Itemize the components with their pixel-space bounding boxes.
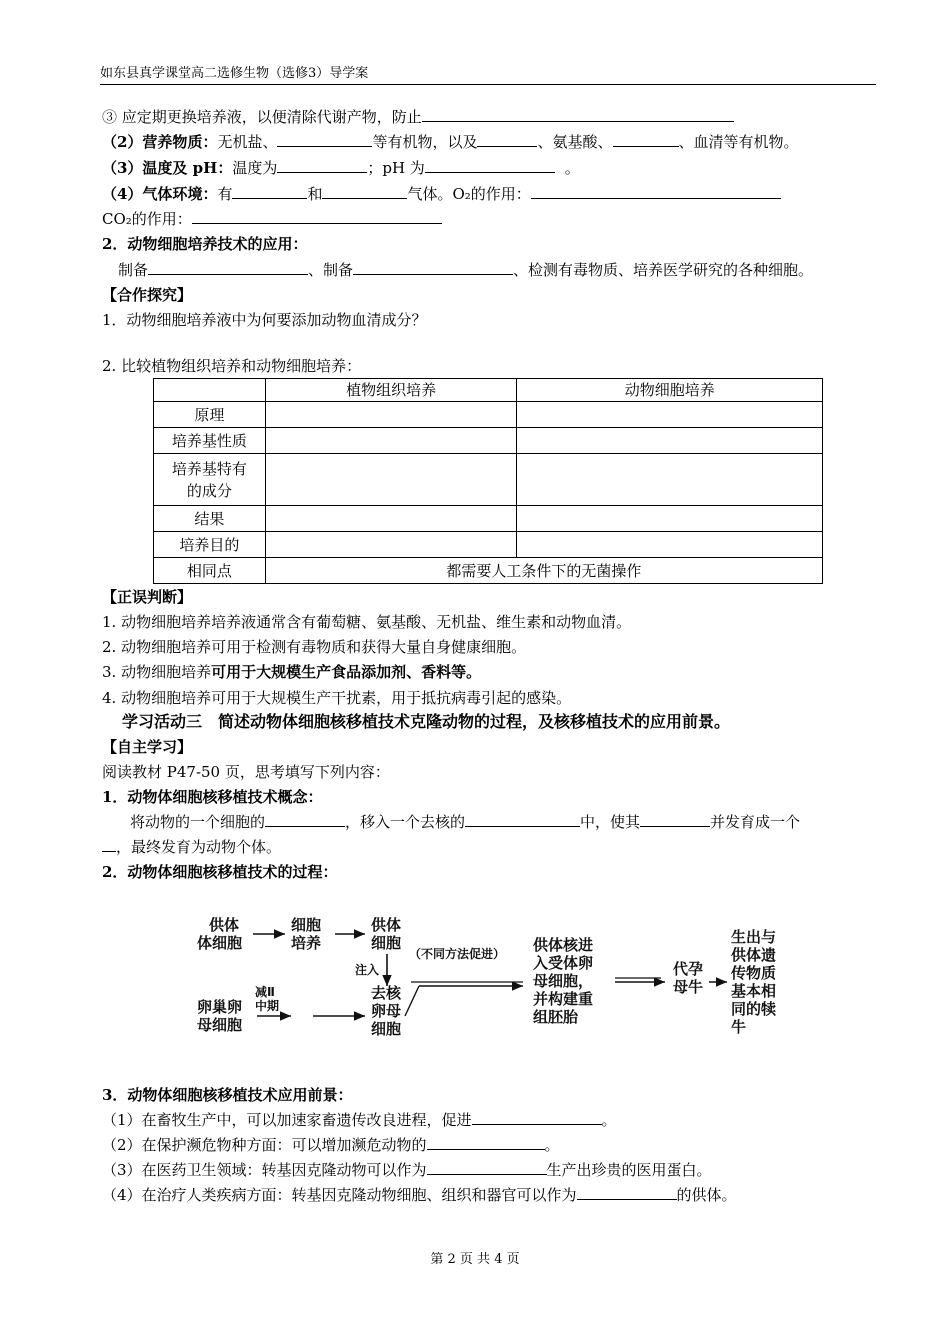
row-label: 相同点 xyxy=(154,558,266,584)
table-header-row xyxy=(154,379,823,402)
table-row xyxy=(154,402,823,428)
prospect-1: （1）在畜牧生产中，可以加速家畜遗传改良进程，促进 。 xyxy=(102,1111,617,1129)
table-row xyxy=(154,428,823,454)
oocyte-label: 卵巢卵 xyxy=(197,998,243,1016)
blank[interactable] xyxy=(148,260,308,275)
table-header-cell: 植物组织培养 xyxy=(265,379,517,402)
blank[interactable] xyxy=(353,260,513,275)
meiosis-label: 减Ⅱ xyxy=(255,985,275,999)
page-footer: 第 2 页 共 4 页 xyxy=(430,1252,520,1267)
surrogate-label: 母牛 xyxy=(673,978,704,996)
application-title: 2．动物细胞培养技术的应用： xyxy=(102,235,308,253)
table-row xyxy=(154,532,823,558)
blank[interactable] xyxy=(472,1110,602,1125)
enucleated-label: 卵母 xyxy=(371,1002,402,1020)
self-study-title: 【自主学习】 xyxy=(102,738,193,756)
blank[interactable] xyxy=(427,1160,547,1175)
blank[interactable] xyxy=(577,1185,677,1200)
concept-line: 将动物的一个细胞的 ，移入一个去核的 中，使其 并发育成一个 xyxy=(130,813,801,831)
blank[interactable] xyxy=(277,158,367,173)
answer-cell[interactable] xyxy=(517,454,823,506)
application-line: 制备 、制备 、检测有毒物质、培养医学研究的各种细胞。 xyxy=(118,261,814,279)
concept-end: ，最终发育为动物个体。 xyxy=(102,837,281,857)
offspring-label: 同的犊 xyxy=(731,1000,777,1018)
judge-item-2: 2. 动物细胞培养可用于检测有毒物质和获得大量自身健康细胞。 xyxy=(102,638,527,656)
blank[interactable] xyxy=(277,132,372,147)
co2-line: CO₂的作用： xyxy=(102,209,442,229)
row-label: 结果 xyxy=(154,506,266,532)
table-header-cell xyxy=(154,379,266,402)
offspring-label: 生出与 xyxy=(731,928,777,946)
blank[interactable] xyxy=(477,132,537,147)
embryo-label: 入受体卵 xyxy=(533,954,594,972)
answer-cell[interactable] xyxy=(517,506,823,532)
enucleated-label: 去核 xyxy=(371,984,402,1002)
offspring-label: 基本相 xyxy=(731,982,777,1000)
process-title: 2．动物体细胞核移植技术的过程： xyxy=(102,863,338,881)
judge-title: 【正误判断】 xyxy=(102,588,193,606)
offspring-label: 供体遗 xyxy=(731,946,777,964)
blank[interactable] xyxy=(427,1135,545,1150)
cooperate-q2: 2. 比较植物组织培养和动物细胞培养： xyxy=(102,357,362,375)
meiosis-label: 中期 xyxy=(255,999,280,1013)
enucleated-label: 细胞 xyxy=(371,1020,402,1038)
blank[interactable] xyxy=(322,184,407,199)
judge-item-3: 3. 动物细胞培养可用于大规模生产食品添加剂、香料等。 xyxy=(102,663,482,681)
answer-cell[interactable] xyxy=(517,402,823,428)
table-row xyxy=(154,454,823,506)
cooperate-title: 【合作探究】 xyxy=(102,286,193,304)
temp-ph-line: （3）温度及 pH：温度为 ；pH 为 。 xyxy=(102,159,580,177)
connector-line xyxy=(405,986,419,1016)
answer-cell[interactable] xyxy=(265,428,517,454)
embryo-label: 并构建重 xyxy=(533,990,594,1008)
blank[interactable] xyxy=(613,132,679,147)
blank[interactable] xyxy=(422,107,734,122)
answer-cell[interactable] xyxy=(517,532,823,558)
table-header-cell: 动物细胞培养 xyxy=(517,379,823,402)
offspring-label: 传物质 xyxy=(731,964,777,982)
nutrients-line: （2）营养物质：无机盐、 等有机物，以及 、氨基酸、 、血清等有机物。 xyxy=(102,133,799,151)
culture-label: 细胞 xyxy=(291,916,322,934)
embryo-label: 母细胞， xyxy=(533,972,594,990)
gas-line: （4）气体环境：有 和 气体。O₂的作用： xyxy=(102,184,781,204)
embryo-label: 组胚胎 xyxy=(533,1008,579,1026)
judge-item-1: 1. 动物细胞培养培养液通常含有葡萄糖、氨基酸、无机盐、维生素和动物血清。 xyxy=(102,613,632,631)
blank[interactable] xyxy=(102,837,116,852)
prospect-3: （3）在医药卫生领域：转基因克隆动物可以作为 生产出珍贵的医用蛋白。 xyxy=(102,1161,712,1179)
row-label: 培养基特有 的成分 xyxy=(154,454,266,506)
donor-cell2-label: 细胞 xyxy=(371,934,402,952)
method-label: （不同方法促进） xyxy=(409,947,506,961)
donor-cell2-label: 供体 xyxy=(371,916,402,934)
row-label: 培养目的 xyxy=(154,532,266,558)
read-instruction: 阅读教材 P47-50 页，思考填写下列内容： xyxy=(102,763,390,781)
prospects-title: 3．动物体细胞核移植技术应用前景： xyxy=(102,1086,353,1104)
row-label: 培养基性质 xyxy=(154,428,266,454)
blank[interactable] xyxy=(465,812,580,827)
culture-label: 培养 xyxy=(291,934,322,952)
item-3-line: ③ 应定期更换培养液，以便清除代谢产物，防止 xyxy=(102,107,734,127)
embryo-label: 供体核进 xyxy=(533,936,594,954)
donor-cell-label: 供体 xyxy=(209,916,240,934)
judge-item-4: 4. 动物细胞培养可用于大规模生产干扰素，用于抵抗病毒引起的感染。 xyxy=(102,689,572,707)
answer-cell[interactable] xyxy=(265,402,517,428)
oocyte-label: 母细胞 xyxy=(197,1016,243,1034)
donor-cell-label: 体细胞 xyxy=(197,934,243,952)
blank[interactable] xyxy=(192,209,442,224)
answer-cell[interactable] xyxy=(265,506,517,532)
blank[interactable] xyxy=(265,812,345,827)
table-row xyxy=(154,558,823,584)
activity3-title: 学习活动三 简述动物体细胞核移植技术克隆动物的过程，及核移植技术的应用前景。 xyxy=(122,712,731,731)
blank[interactable] xyxy=(425,158,555,173)
common-value: 都需要人工条件下的无菌操作 xyxy=(265,558,822,584)
prospect-2: （2）在保护濒危物种方面：可以增加濒危动物的 。 xyxy=(102,1136,560,1154)
compare-table xyxy=(153,378,823,584)
offspring-label: 牛 xyxy=(731,1018,747,1036)
header-rule xyxy=(100,84,876,85)
surrogate-label: 代孕 xyxy=(673,960,704,978)
answer-cell[interactable] xyxy=(265,454,517,506)
inject-label: 注入 xyxy=(355,963,380,977)
blank[interactable] xyxy=(640,812,710,827)
nuclear-transfer-diagram xyxy=(195,912,795,1047)
prospect-4: （4）在治疗人类疾病方面：转基因克隆动物细胞、组织和器官可以作为 的供体。 xyxy=(102,1186,737,1204)
answer-cell[interactable] xyxy=(265,532,517,558)
blank[interactable] xyxy=(232,184,307,199)
answer-cell[interactable] xyxy=(517,428,823,454)
row-label: 原理 xyxy=(154,402,266,428)
concept-title: 1．动物体细胞核移植技术概念： xyxy=(102,788,323,806)
cooperate-q1: 1．动物细胞培养液中为何要添加动物血清成分？ xyxy=(102,311,427,329)
page-header: 如东县真学课堂高二选修生物（选修3）导学案 xyxy=(100,66,369,81)
table-row xyxy=(154,506,823,532)
blank[interactable] xyxy=(531,184,781,199)
